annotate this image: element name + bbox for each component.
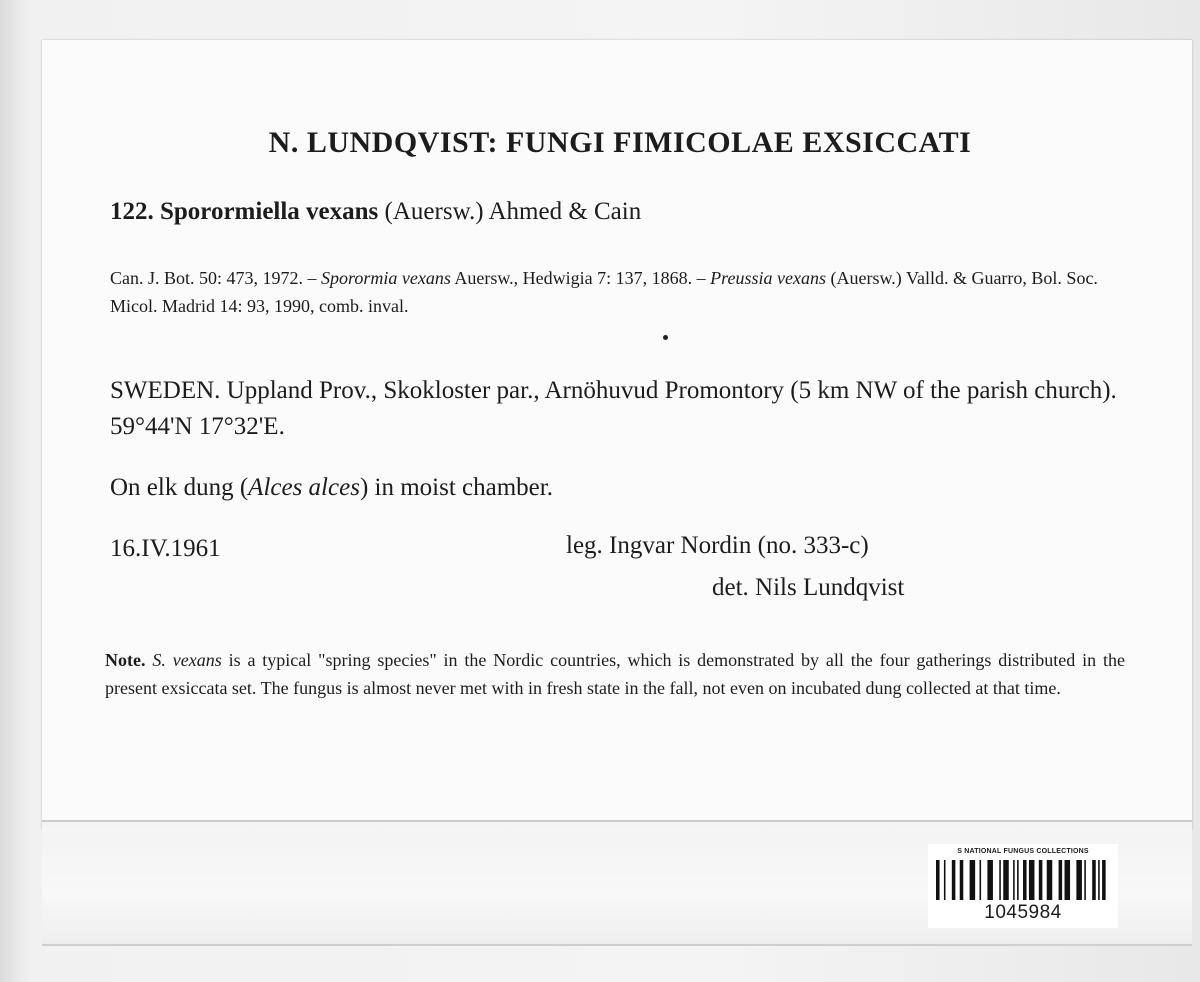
barcode-bar [1059,860,1063,900]
species-name: Sporormiella vexans [160,198,379,225]
determiner: det. Nils Lundqvist [712,574,905,601]
ink-dot [663,335,668,340]
references [110,264,1125,320]
barcode-bar [1003,860,1009,900]
note [105,646,1125,702]
reference-text: (Auersw.) Valld. & Guarro, Bol. Soc. Micol. Madrid 14: 93, 1990, comb. inval. [110,268,1098,316]
barcode-bar [987,860,993,900]
synonym-preussia: Preussia vexans [710,268,826,288]
locality: SWEDEN. Uppland Prov., Skokloster par., Arnöhuvud Promontory (5 km NW of the parish church). 59°44'N 17°32'E. [110,377,1117,440]
barcode-bar [936,860,940,900]
species-author: Ahmed & Cain [488,198,642,225]
barcode-bar [944,860,946,900]
barcode-caption: S NATIONAL FUNGUS COLLECTIONS [957,848,1089,855]
habitat [110,474,553,502]
synonym-sporormia: Sporormia vexans [321,268,451,288]
barcode-bar [960,860,964,900]
barcode-bar [980,860,982,900]
reference-text: Can. J. Bot. 50: 473, 1972. – [110,268,322,288]
label-title: N. LUNDQVIST: FUNGI FIMICOLAE EXSICCATI [268,126,972,159]
barcode-number: 1045984 [984,902,1062,923]
note-species: S. vexans [152,650,222,670]
note-text: is a typical "spring species" in the Nordic countries, which is demonstrated by all the four gatherings distributed in the present exsiccata set. The fungus is almost never met with in fresh state in the fall, not even on incubated dung collected at that time. [105,650,1125,698]
host-species: Alces alces [248,474,360,501]
barcode-bar [952,860,956,900]
barcode-bar [1102,860,1106,900]
barcode-bar [1029,860,1035,900]
collector: leg. Ingvar Nordin (no. 333-c) [566,532,869,559]
barcode-bar [999,860,1001,900]
species-author-paren: (Auersw.) [384,198,484,225]
habitat-text: On elk dung ( [110,474,249,501]
barcode-label [928,844,1118,928]
reference-text: Auersw., Hedwigia 7: 137, 1868. – [450,268,711,288]
barcode-bar [1092,860,1096,900]
barcode-bar [1023,860,1027,900]
note-label: Note. [105,650,146,670]
habitat-text: ) in moist chamber. [359,474,553,501]
collection-date: 16.IV.1961 [110,535,221,562]
species-line [110,198,641,226]
barcode-bar [1013,860,1015,900]
barcode-icon [936,860,1110,900]
barcode-bar [970,860,976,900]
barcode-bar [1098,860,1100,900]
barcode-bar [1039,860,1043,900]
specimen-number: 122. [110,198,154,225]
barcode-bar [1084,860,1086,900]
barcode-bar [1017,860,1019,900]
barcode-bar [1076,860,1082,900]
barcode-bar [1065,860,1071,900]
barcode-bar [1047,860,1053,900]
